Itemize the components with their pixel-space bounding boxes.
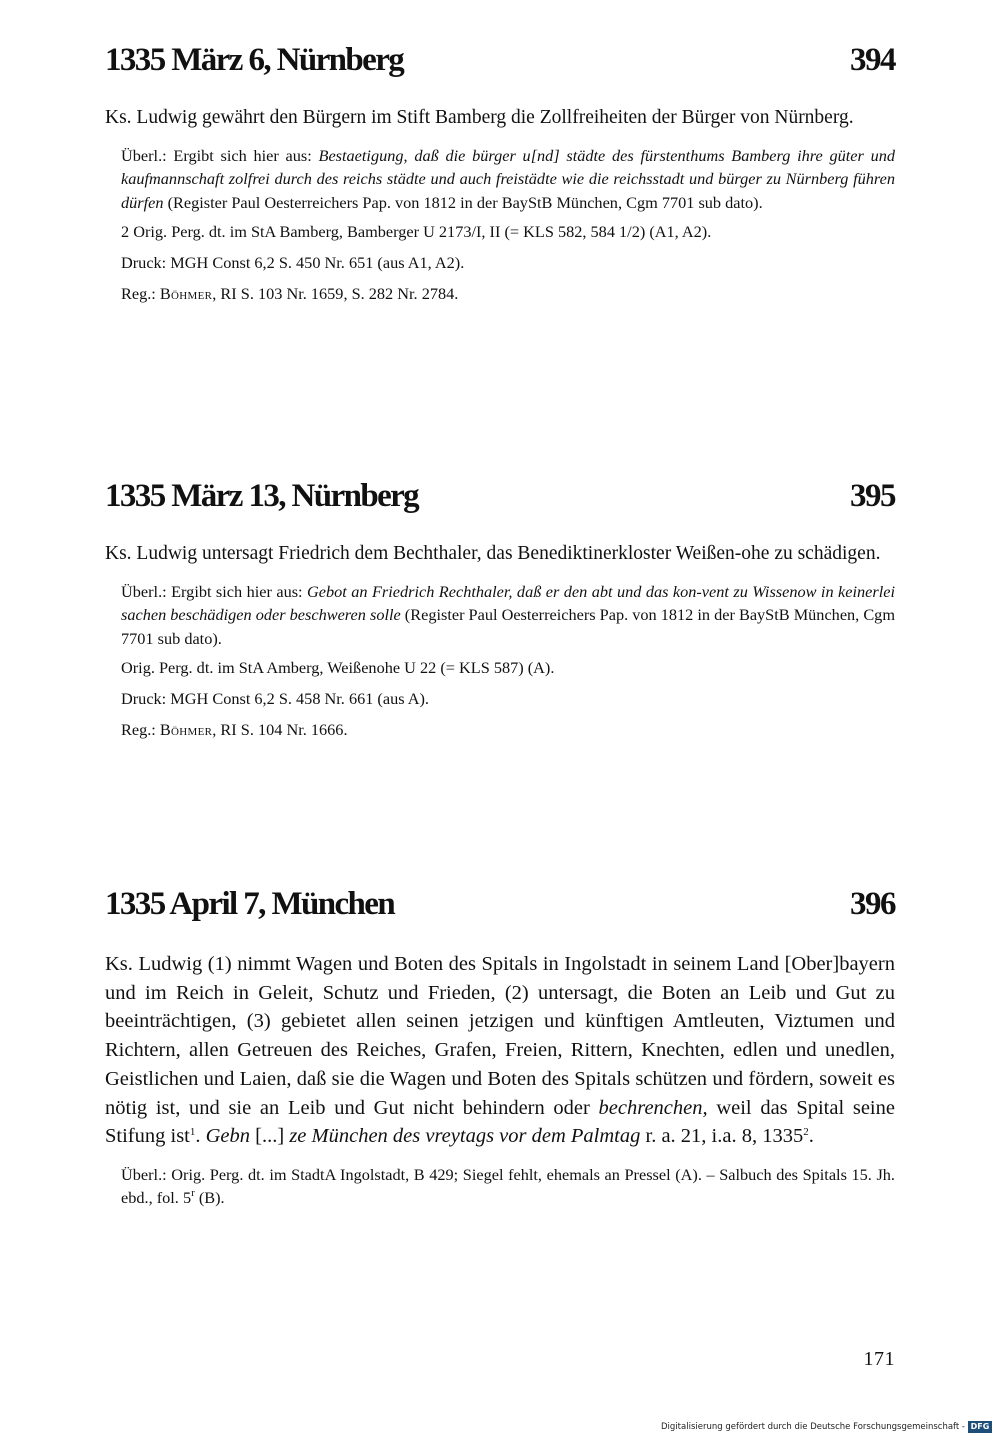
summary-quote: bechrenchen, (598, 1096, 708, 1119)
ueberl-quote: Bestaetigung, daß die bürger u[nd] städte des fürstenthums Bamberg ihre güter und kaufmannschaft zolfrei durch des reichs städte und auch freistädte wie die reichsstadt und bürger zu Nürnberg führen dürfen (121, 145, 896, 212)
summary-quote: Gebn (205, 1125, 251, 1148)
entry-regest (105, 282, 895, 305)
entry-ueberlieferung (105, 144, 895, 215)
reg-author: Böhmer (159, 284, 213, 303)
entry-number: 394 (850, 42, 895, 78)
entry-date-place: 1335 April 7, München (105, 886, 395, 922)
ueberl-label: Überl.: Ergibt sich hier aus: (121, 145, 319, 165)
summary-part: r. a. 21, i.a. 8, 1335 (640, 1125, 804, 1148)
folio-recto-mark: r (191, 1187, 195, 1200)
summary-part: . (195, 1125, 206, 1148)
entry-header (105, 42, 895, 82)
entry-druck: Druck: MGH Const 6,2 S. 458 Nr. 661 (aus A). (121, 689, 429, 708)
ueberl-quote: Gebot an Friedrich Rechthaler, daß er den abt und das kon-vent zu Wissenow in keinerlei sachen beschädigen oder beschweren solle (121, 581, 895, 624)
reg-prefix: Reg.: (121, 284, 160, 303)
entry-header (105, 478, 895, 518)
reg-rest: , RI S. 103 Nr. 1659, S. 282 Nr. 2784. (212, 284, 459, 303)
summary-part: Ks. Ludwig (1) nimmt Wagen und Boten des Spitals in Ingolstadt in seinem Land [Ober]bayern und im Reich in Geleit, Schutz und Frieden, (2) untersagt, die Boten an Leib und Gut zu beeinträchtigen, (3) gebietet allen seinen jetzigen und künftigen Amtleuten, Viztumen und Richtern, allen Getreuen des Reiches, Grafen, Freien, Rittern, Knechten, edlen und unedlen, Geistlichen und Laien, daß sie die Wagen und Boten des Spitals schützen und fördern, soweit es nötig ist, und sie an Leib und Gut nicht behindern oder (105, 953, 895, 1119)
reg-rest: , RI S. 104 Nr. 1666. (212, 720, 348, 739)
ueberl-text: Überl.: Orig. Perg. dt. im StadtA Ingolstadt, B 429; Siegel fehlt, ehemals an Pressel (A). – Salbuch des Spitals 15. Jh. ebd., fol. 5 (121, 1164, 895, 1208)
entry-396 (105, 886, 895, 1210)
entry-original: Orig. Perg. dt. im StA Amberg, Weißenohe U 22 (= KLS 587) (A). (121, 658, 555, 677)
ueberl-source: (Register Paul Oesterreichers Pap. von 1812 in der BayStB München, Cgm 7701 sub dato). (163, 192, 763, 212)
entry-druck: Druck: MGH Const 6,2 S. 450 Nr. 651 (aus A1, A2). (121, 253, 465, 272)
summary-quote: ze München des vreytags vor dem Palmtag (289, 1125, 641, 1148)
entry-original: 2 Orig. Perg. dt. im StA Bamberg, Bamberger U 2173/I, II (= KLS 582, 584 1/2) (A1, A2). (121, 222, 712, 241)
entry-number: 395 (850, 478, 895, 514)
entry-date-place: 1335 März 6, Nürnberg (105, 42, 404, 78)
entry-number: 396 (850, 886, 895, 922)
summary-part: [...] (250, 1125, 290, 1148)
reg-prefix: Reg.: (121, 720, 160, 739)
entry-ueberlieferung (105, 1163, 895, 1210)
entry-date-place: 1335 März 13, Nürnberg (105, 478, 419, 514)
footer-text: Digitalisierung gefördert durch die Deutsche Forschungsgemeinschaft - (661, 1422, 965, 1432)
dfg-logo-icon: DFG (968, 1421, 992, 1433)
reg-author: Böhmer (159, 720, 213, 739)
entry-ueberlieferung (105, 580, 895, 651)
entry-394 (105, 42, 895, 305)
footer-credit (661, 1421, 992, 1433)
ueberl-source: (Register Paul Oesterreichers Pap. von 1812 in der BayStB München, Cgm 7701 sub dato). (121, 605, 895, 648)
summary-part: weil das Spital seine Stifung ist (105, 1096, 895, 1148)
ueberl-label: Überl.: Ergibt sich hier aus: (121, 581, 308, 601)
entry-summary: Ks. Ludwig gewährt den Bürgern im Stift Bamberg die Zollfreiheiten der Bürger von Nürnberg. (105, 107, 854, 128)
entry-header (105, 886, 895, 926)
entry-summary (105, 950, 895, 1151)
ueberl-text: (B). (194, 1188, 225, 1208)
entry-395 (105, 478, 895, 741)
footnote-mark: 2 (803, 1126, 809, 1139)
footnote-mark: 1 (189, 1126, 196, 1139)
page-number: 171 (863, 1348, 895, 1370)
entry-summary: Ks. Ludwig untersagt Friedrich dem Bechthaler, das Benediktinerkloster Weißen-ohe zu schädigen. (105, 543, 881, 564)
summary-part: . (808, 1125, 814, 1148)
entry-regest (105, 718, 895, 741)
